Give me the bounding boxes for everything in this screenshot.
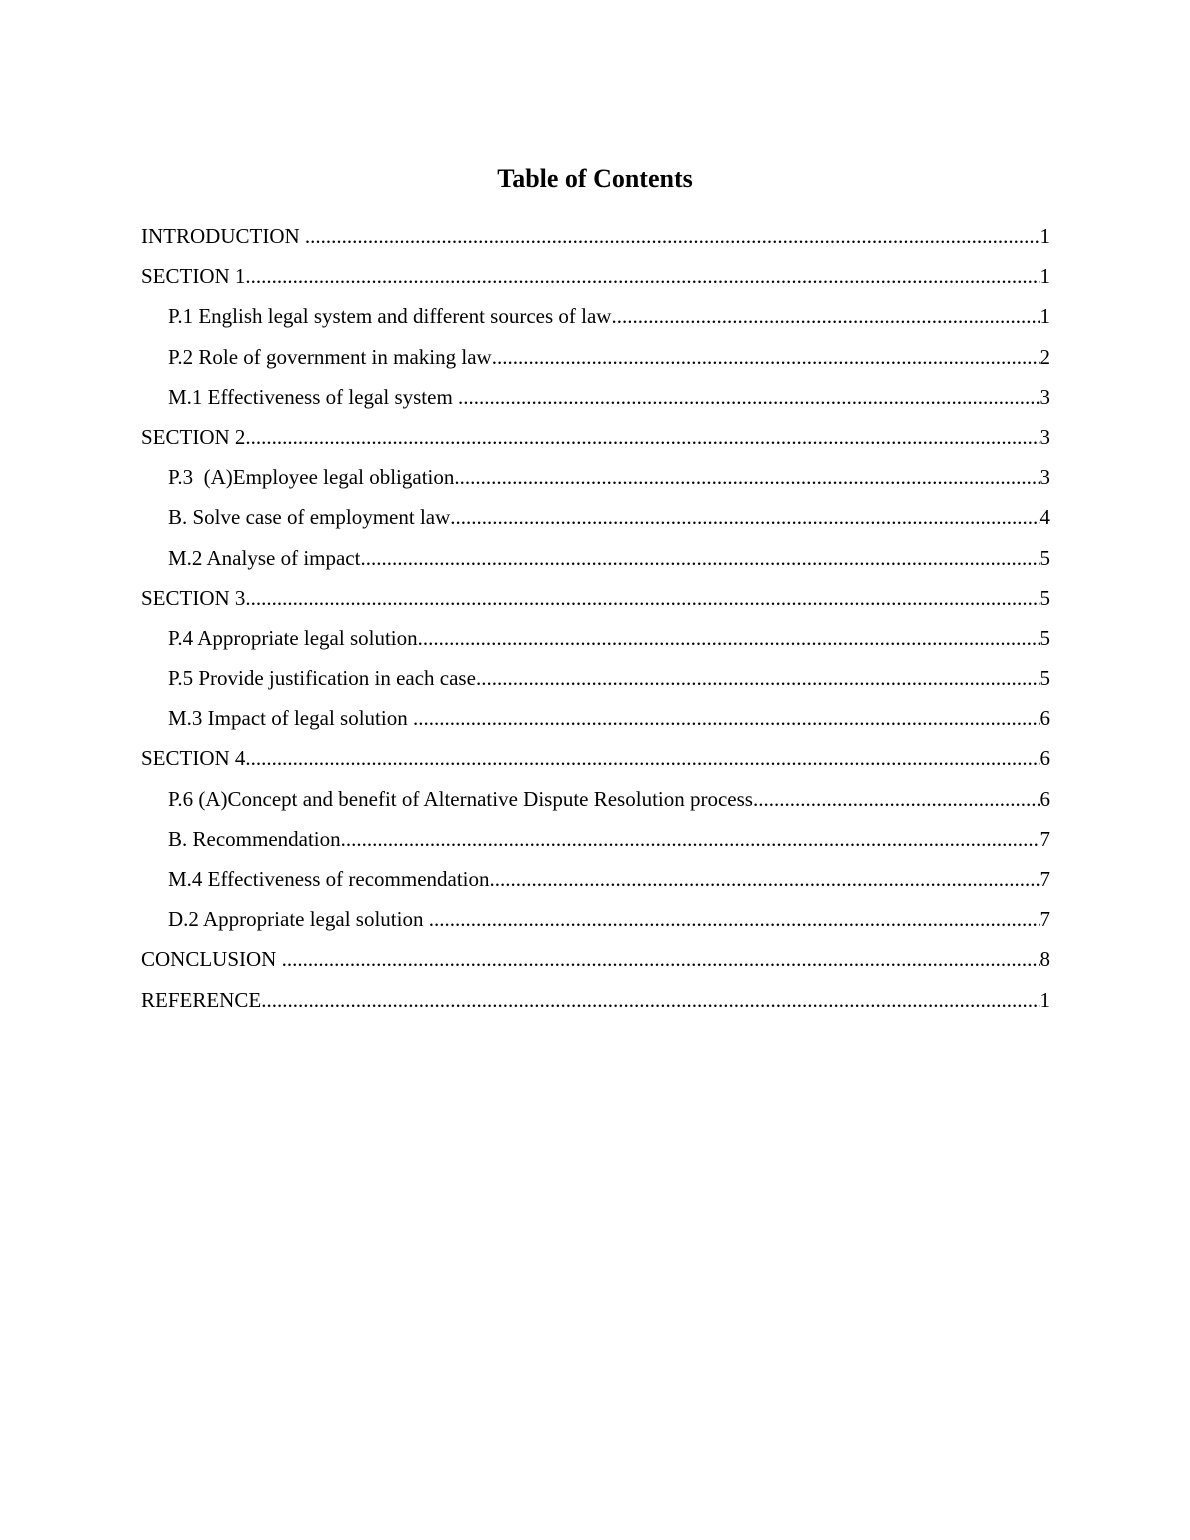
toc-entry[interactable] [141,819,1050,859]
toc-entry-page: 7 [1039,907,1050,932]
toc-entry-label: P.1 English legal system and different sources of law [168,304,612,329]
toc-leader-dots [245,738,1039,778]
toc-leader-dots [341,819,1040,859]
toc-leader-dots [753,779,1040,819]
toc-entry[interactable] [141,698,1050,738]
toc-entry[interactable] [141,296,1050,336]
toc-entry-label: D.2 Appropriate legal solution [168,907,429,932]
toc-entry[interactable] [141,417,1050,457]
toc-entry[interactable] [141,337,1050,377]
toc-entry-label: B. Recommendation [168,826,341,851]
toc-entry[interactable] [141,457,1050,497]
toc-entry-page: 1 [1039,987,1050,1012]
toc-leader-dots [429,899,1040,939]
toc-entry-label: SECTION 2 [141,424,246,449]
toc-entry-page: 1 [1039,224,1050,248]
toc-entry-label: P.3 (A)Employee legal obligation [168,465,455,490]
toc-leader-dots [245,417,1039,457]
toc-leader-dots [458,377,1039,417]
toc-leader-dots [413,698,1040,738]
toc-leader-dots [476,658,1040,698]
toc-entry[interactable] [141,779,1050,819]
toc-entry[interactable] [141,578,1050,618]
toc-entry-page: 2 [1039,344,1050,369]
toc-entry[interactable] [141,618,1050,658]
toc-leader-dots [611,296,1039,336]
toc-entry-page: 5 [1039,545,1050,570]
toc-leader-dots [282,939,1040,979]
toc-entry-label: B. Solve case of employment law [168,505,451,530]
toc-entry-page: 8 [1039,947,1050,972]
toc-entry-page: 5 [1039,625,1050,650]
toc-entry[interactable] [141,859,1050,899]
toc-entry-page: 3 [1039,424,1050,449]
toc-entry-label: P.4 Appropriate legal solution [168,625,418,650]
toc-entry-label: P.6 (A)Concept and benefit of Alternative Dispute Resolution process [168,786,753,811]
toc-entry[interactable] [141,538,1050,578]
toc-entry-label: P.2 Role of government in making law [168,344,492,369]
toc-entry-page: 3 [1039,465,1050,490]
toc-entry-label: INTRODUCTION [141,224,305,248]
toc-title: Table of Contents [497,164,693,193]
toc-entry-page: 7 [1039,826,1050,851]
toc-entry-label: SECTION 4 [141,746,246,771]
toc-entry[interactable] [141,216,1050,256]
toc-leader-dots [360,538,1039,578]
toc-entry-label: M.3 Impact of legal solution [168,706,413,731]
toc-entry-page: 5 [1039,585,1050,610]
toc-entry-page: 6 [1039,746,1050,771]
toc-entry-page: 1 [1039,264,1050,289]
toc-entry[interactable] [141,939,1050,979]
toc-entry[interactable] [141,377,1050,417]
toc-leader-dots [305,216,1040,256]
toc-entry-page: 4 [1039,505,1050,530]
toc-entry-page: 6 [1039,786,1050,811]
toc-entry-page: 1 [1039,304,1050,329]
toc-entry-page: 6 [1039,706,1050,731]
toc-leader-dots [418,618,1040,658]
toc-leader-dots [490,859,1040,899]
toc-entry-label: M.1 Effectiveness of legal system [168,384,459,409]
toc-entry[interactable] [141,899,1050,939]
toc-entry[interactable] [141,497,1050,537]
toc-entry-label: M.2 Analyse of impact [168,545,361,570]
toc-entry-label: SECTION 3 [141,585,246,610]
toc-leader-dots [245,578,1039,618]
toc-leader-dots [450,497,1039,537]
toc-leader-dots [492,337,1040,377]
toc-entry-label: CONCLUSION [141,947,282,972]
toc-entry-label: SECTION 1 [141,264,246,289]
toc-entry-label: M.4 Effectiveness of recommendation [168,867,490,891]
toc-leader-dots [261,980,1039,1020]
toc-entry-label: P.5 Provide justification in each case [168,666,476,691]
toc-leader-dots [245,256,1039,296]
toc-entry[interactable] [141,738,1050,778]
toc-entry-label: REFERENCE [141,987,262,1012]
toc-entry[interactable] [141,256,1050,296]
toc-entry[interactable] [141,980,1050,1020]
toc-entry[interactable] [141,658,1050,698]
toc-entry-page: 3 [1039,384,1050,409]
toc-entry-page: 5 [1039,666,1050,691]
toc-list [141,216,1050,1020]
toc-leader-dots [454,457,1039,497]
toc-entry-page: 7 [1039,867,1050,891]
